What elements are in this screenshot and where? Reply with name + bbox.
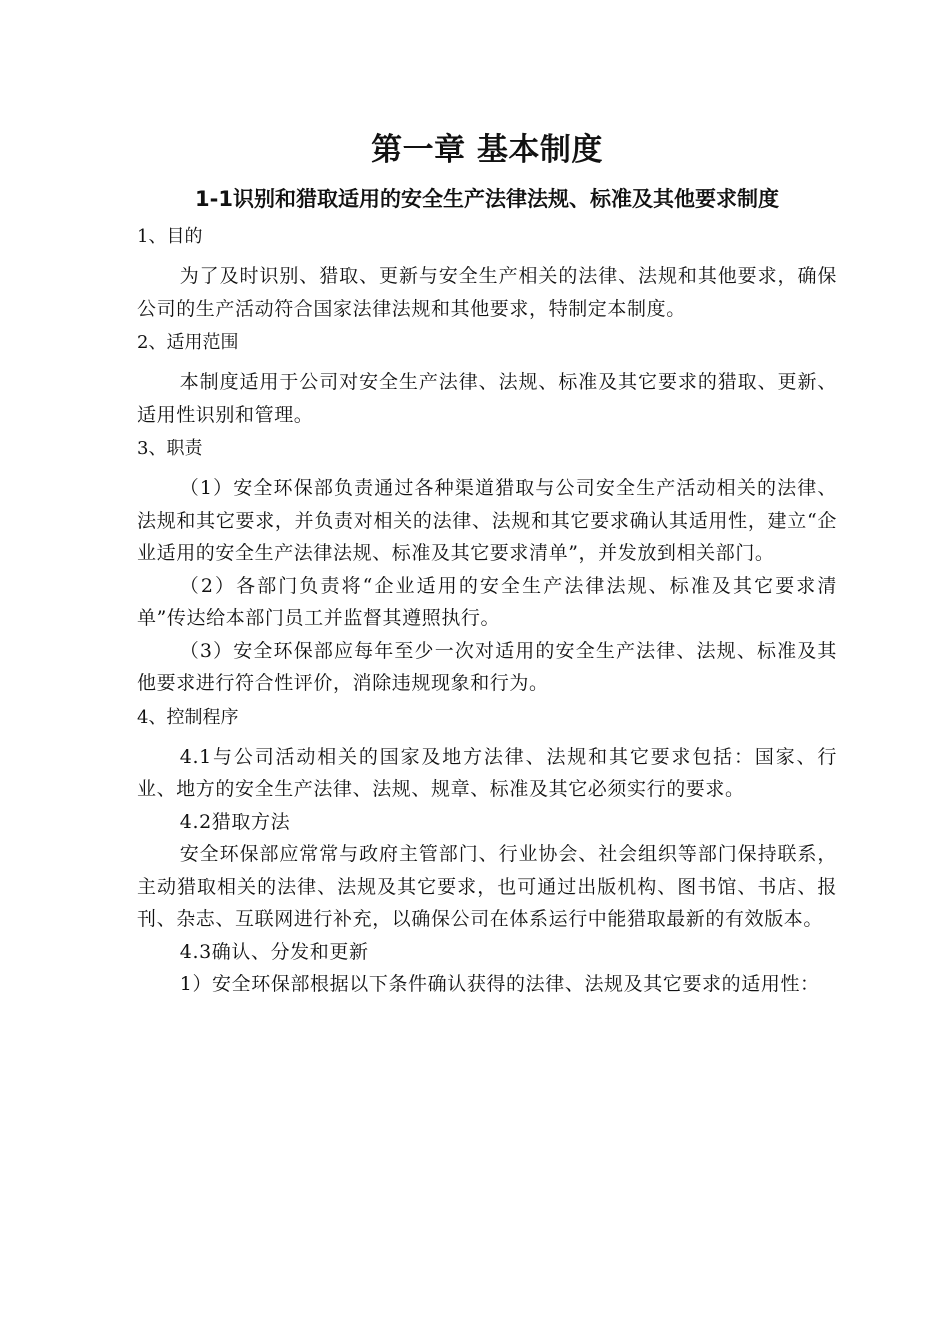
document-body [137,124,837,1001]
paragraph-acquisition-method: 安全环保部应常常与政府主管部门、行业协会、社会组织等部门保持联系，主动猎取相关的法律、法规及其它要求，也可通过出版机构、图书馆、书店、报刊、杂志、互联网进行补充，以确保公司在体系运行中能猎取最新的有效版本。 [137,843,837,930]
chapter-title: 第一章 基本制度 [371,132,603,168]
paragraph-responsibility-2: （2）各部门负责将“企业适用的安全生产法律法规、标准及其它要求清单”传达给本部门员工并监督其遵照执行。 [137,574,837,629]
paragraph-4-1: 4.1与公司活动相关的国家及地方法律、法规和其它要求包括：国家、行业、地方的安全生产法律、法规、规章、标准及其它必须实行的要求。 [137,745,837,800]
heading-scope: 2、适用范围 [137,332,239,353]
paragraph-scope: 本制度适用于公司对安全生产法律、法规、标准及其它要求的猎取、更新、适用性识别和管理。 [137,371,837,426]
heading-control-procedure: 4、控制程序 [137,706,239,728]
paragraph-responsibility-3: （3）安全环保部应每年至少一次对适用的安全生产法律、法规、标准及其他要求进行符合性评价，消除违规现象和行为。 [137,639,837,694]
heading-purpose: 1、目的 [137,226,203,247]
subheading-4-3: 4.3确认、分发和更新 [179,940,369,963]
paragraph-confirmation-1: 1）安全环保部根据以下条件确认获得的法律、法规及其它要求的适用性： [179,973,820,995]
paragraph-responsibility-1: （1）安全环保部负责通过各种渠道猎取与公司安全生产活动相关的法律、法规和其它要求，并负责对相关的法律、法规和其它要求确认其适用性，建立“企业适用的安全生产法律法规、标准及其它要求清单”，并发放到相关部门。 [137,477,837,564]
heading-responsibilities: 3、职责 [137,438,203,459]
subheading-4-2: 4.2猎取方法 [179,810,291,833]
paragraph-purpose: 为了及时识别、猎取、更新与安全生产相关的法律、法规和其他要求，确保公司的生产活动符合国家法律法规和其他要求，特制定本制度。 [137,265,837,320]
section-title: 1-1识别和猎取适用的安全生产法律法规、标准及其他要求制度 [195,187,779,211]
